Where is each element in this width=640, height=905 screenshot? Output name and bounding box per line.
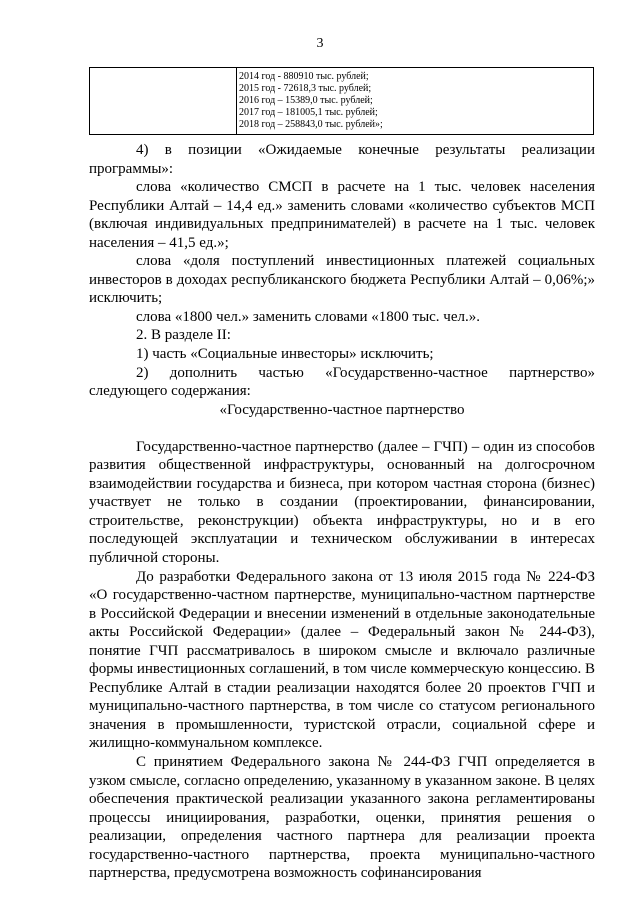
paragraph: 2. В разделе II: xyxy=(136,327,231,344)
funding-line: 2016 год – 15389,0 тыс. рублей; xyxy=(239,95,373,106)
section-heading: «Государственно-частное партнерство xyxy=(219,401,465,418)
funding-line: 2017 год – 181005,1 тыс. рублей; xyxy=(239,107,378,118)
funding-table xyxy=(89,67,594,135)
paragraph: 1) часть «Социальные инвесторы» исключить; xyxy=(136,346,434,363)
paragraph: Государственно-частное партнерство (далее – ГЧП) – один из способов развития общественной инфраструктуры, основанный на долгосрочном взаимодействии государства и бизнеса, при котором частная сторона (бизнес) участвует не только в создании (проектировании, финансировании, строительстве, реконструкции) объекта инфраструктуры, но и в его последующей эксплуатации и техническом обслуживании в интересах публичной стороны. xyxy=(89,438,595,566)
paragraph: До разработки Федерального закона от 13 июля 2015 года № 224-ФЗ «О государственно-частном партнерстве, муниципально-частном партнерстве в Российской Федерации и внесении изменений в отдельные законодательные акты Российской Федерации» (далее – Федеральный закон № 244-ФЗ), понятие ГЧП рассматривалось в широком смысле и включало различные формы инвестиционных соглашений, в том числе коммерческую концессию. В Республике Алтай в стадии реализации находятся более 20 проектов ГЧП и муниципально-частного партнерства, в том числе со статусом регионального значения в промышленности, туристской отрасли, социальной сфере и жилищно-коммунальном комплексе. xyxy=(89,568,595,752)
paragraph: слова «доля поступлений инвестиционных платежей социальных инвесторов в доходах республиканского бюджета Республики Алтай – 0,06%;» исключить; xyxy=(89,253,595,307)
funding-line: 2015 год - 72618,3 тыс. рублей; xyxy=(239,83,372,94)
funding-line: 2018 год – 258843,0 тыс. рублей»; xyxy=(239,119,383,130)
page-number: 3 xyxy=(316,36,324,51)
paragraph: 2) дополнить частью «Государственно-частное партнерство» следующего содержания: xyxy=(89,364,595,400)
table-cell-empty xyxy=(90,68,237,135)
blank-line xyxy=(89,419,595,438)
table-row xyxy=(90,68,594,135)
paragraph: слова «1800 чел.» заменить словами «1800 тыс. чел.». xyxy=(136,308,480,325)
paragraph: С принятием Федерального закона № 244-ФЗ ГЧП определяется в узком смысле, согласно определению, указанному в указанном законе. В целях обеспечения практической реализации указанного закона регламентированы процессы инициирования, разработки, оценки, принятия решения о реализации, определения частного партнера для реализации проекта государственно-частного партнерства, проекта муниципально-частного партнерства, предусмотрена возможность софинансирования xyxy=(89,754,595,882)
funding-line: 2014 год - 880910 тыс. рублей; xyxy=(239,71,369,82)
document-body xyxy=(89,141,595,883)
paragraph: 4) в позиции «Ожидаемые конечные результаты реализации программы»: xyxy=(89,142,595,177)
table-cell-funding xyxy=(237,68,594,135)
paragraph: слова «количество СМСП в расчете на 1 тыс. человек населения Республики Алтай – 14,4 ед.» заменить словами «количество субъектов МСП (включая индивидуальных предпринимателей) в расчете на 1 тыс. человек населения – 41,5 ед.»; xyxy=(89,179,595,251)
